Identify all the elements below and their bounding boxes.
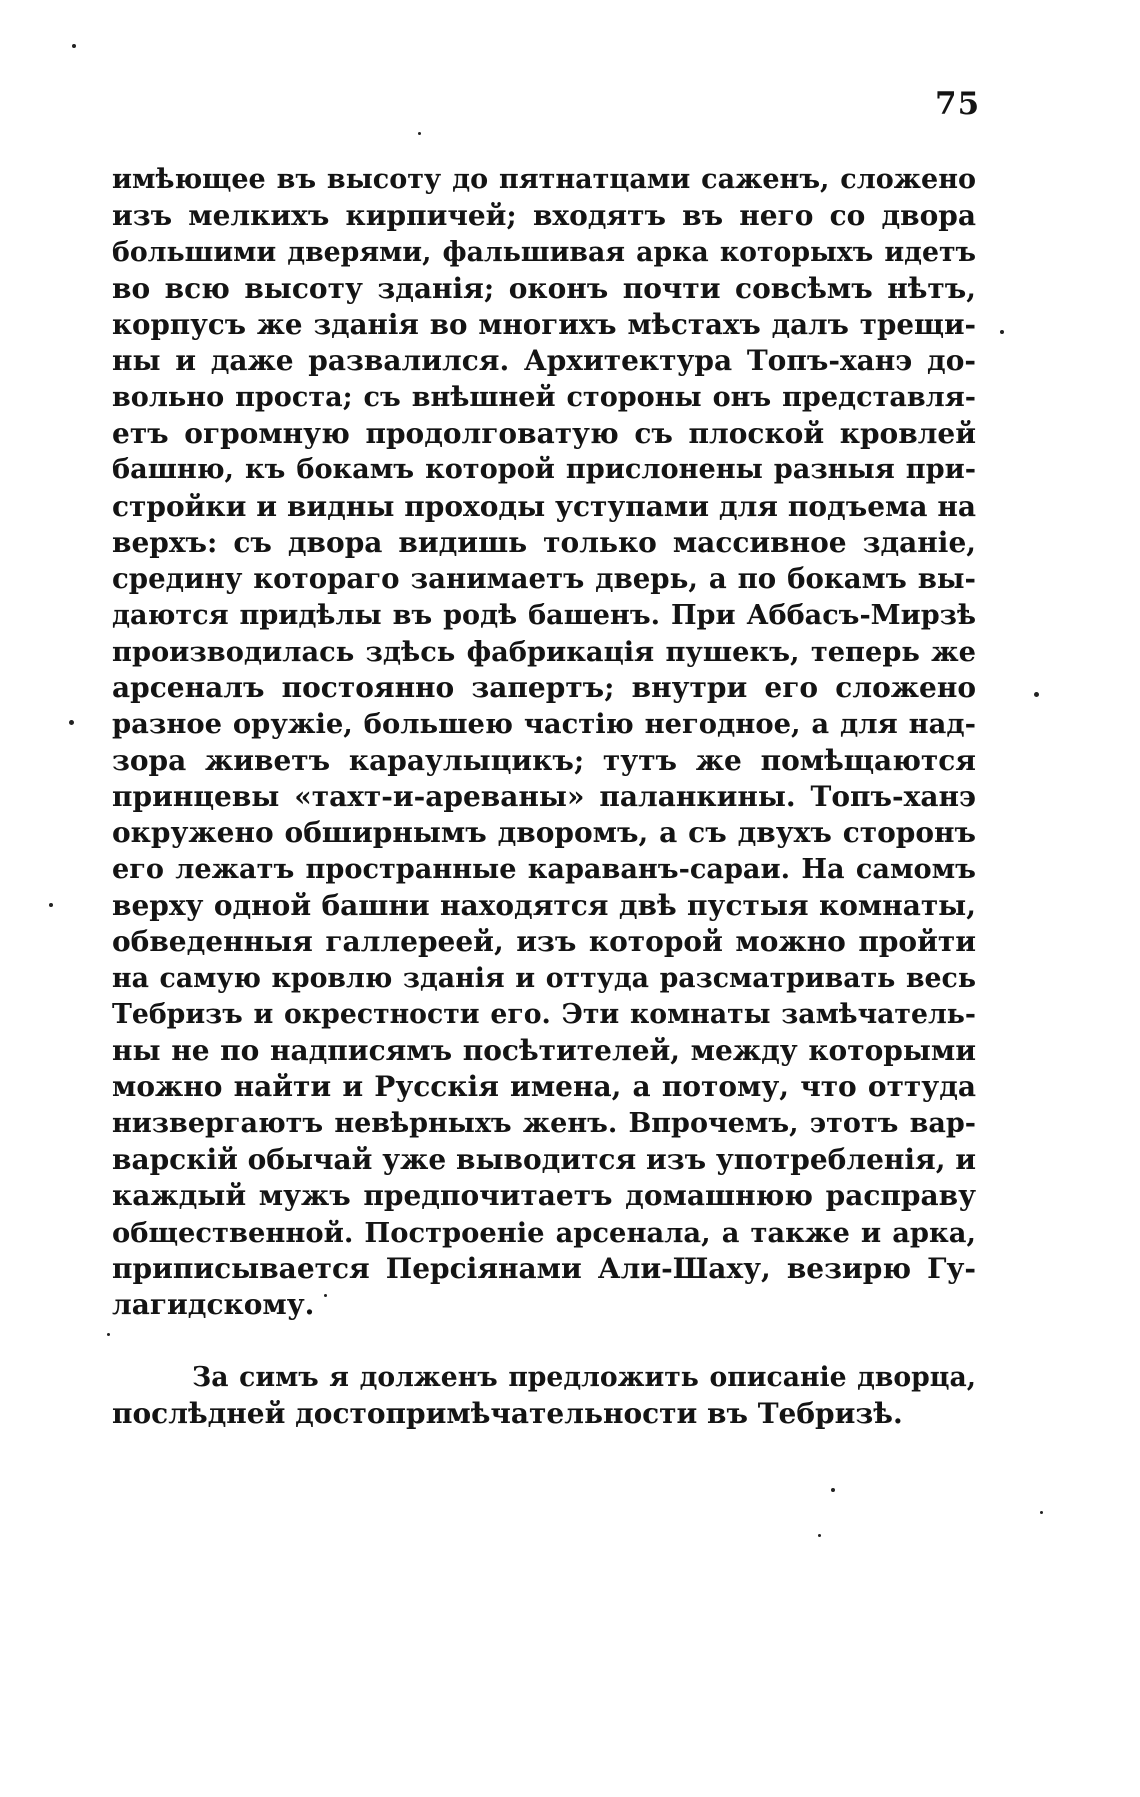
text-line: стройки и видны проходы уступами для подъема на xyxy=(112,489,976,523)
text-line: Тебризъ и окрестности его. Эти комнаты замѣчатель- xyxy=(112,998,976,1030)
text-line: верху одной башни находятся двѣ пустыя комнаты, xyxy=(112,888,976,922)
scan-speck xyxy=(418,132,421,135)
text-line: обведенныя галлереей, изъ которой можно пройти xyxy=(112,925,976,959)
text-line: послѣдней достопримѣчательности въ Тебризѣ. xyxy=(112,1396,903,1430)
text-line: ны не по надписямъ посѣтителей, между которыми xyxy=(112,1034,976,1068)
text-line: можно найти и Русскія имена, а потому, что оттуда xyxy=(112,1070,976,1104)
text-line: лагидскому. xyxy=(112,1288,315,1322)
text-line: его лежатъ пространные караванъ-сараи. На самомъ xyxy=(112,853,976,885)
text-line: общественной. Построеніе арсенала, а также и арка, xyxy=(112,1216,976,1249)
text-line: имѣющее въ высоту до пятнатцами саженъ, сложено xyxy=(112,164,976,195)
text-line: корпусъ же зданія во многихъ мѣстахъ далъ трещи- xyxy=(112,308,976,342)
scan-speck xyxy=(72,44,76,48)
text-line: верхъ: съ двора видишь только массивное зданіе, xyxy=(112,525,976,559)
text-line: во всю высоту зданія; оконъ почти совсѣмъ нѣтъ, xyxy=(112,271,976,305)
text-line: большими дверями, фальшивая арка которыхъ идетъ xyxy=(112,236,976,268)
paragraph-1 xyxy=(112,162,976,1324)
scan-speck xyxy=(324,1294,327,1297)
text-line: даются придѣлы въ родѣ башенъ. При Аббасъ-Мирзѣ xyxy=(112,599,976,631)
text-line: каждый мужъ предпочитаетъ домашнюю расправу xyxy=(112,1179,976,1213)
text-line: башню, къ бокамъ которой прислонены разныя при- xyxy=(112,454,976,486)
paragraph-gap xyxy=(112,1324,976,1360)
scan-speck xyxy=(831,1488,835,1492)
text-line: ны и даже развалился. Архитектура Топъ-ханэ до- xyxy=(112,344,976,378)
text-line: За симъ я долженъ предложить описаніе дворца, xyxy=(192,1361,976,1393)
scan-speck xyxy=(1040,1511,1043,1514)
text-line: разное оружіе, большею частію негодное, а для над- xyxy=(112,708,976,741)
text-line: на самую кровлю зданія и оттуда разсматривать весь xyxy=(112,962,976,994)
scan-speck xyxy=(818,1534,821,1537)
text-line: зора живетъ караулыцикъ; тутъ же помѣщаются xyxy=(112,743,976,777)
text-line: варскій обычай уже выводится изъ употребленія, и xyxy=(112,1143,976,1177)
scan-speck xyxy=(1000,330,1004,334)
text-line: приписывается Персіянами Али-Шаху, везирю Гу- xyxy=(112,1251,976,1285)
text-line: производилась здѣсь фабрикація пушекъ, теперь же xyxy=(112,635,976,668)
text-line: етъ огромную продолговатую съ плоской кровлей xyxy=(112,417,976,451)
text-line: средину котораго занимаетъ дверь, а по бокамъ вы- xyxy=(112,562,976,596)
text-line: изъ мелкихъ кирпичей; входятъ въ него со двора xyxy=(112,199,976,233)
body-text xyxy=(112,162,976,1432)
text-line: арсеналъ постоянно запертъ; внутри его сложено xyxy=(112,671,976,705)
scan-speck xyxy=(1034,692,1039,697)
text-line: вольно проста; съ внѣшней стороны онъ представля- xyxy=(112,381,976,413)
text-line: низвергаютъ невѣрныхъ женъ. Впрочемъ, этотъ вар- xyxy=(112,1107,976,1139)
scan-speck xyxy=(69,720,74,725)
paragraph-2 xyxy=(112,1360,976,1433)
text-line: окружено обширнымъ дворомъ, а съ двухъ сторонъ xyxy=(112,816,976,850)
scan-speck xyxy=(107,1333,110,1336)
text-line: принцевы «тахт-и-ареваны» паланкины. Топъ-ханэ xyxy=(112,780,976,814)
page-number: 75 xyxy=(935,86,981,122)
scan-speck xyxy=(49,903,53,907)
